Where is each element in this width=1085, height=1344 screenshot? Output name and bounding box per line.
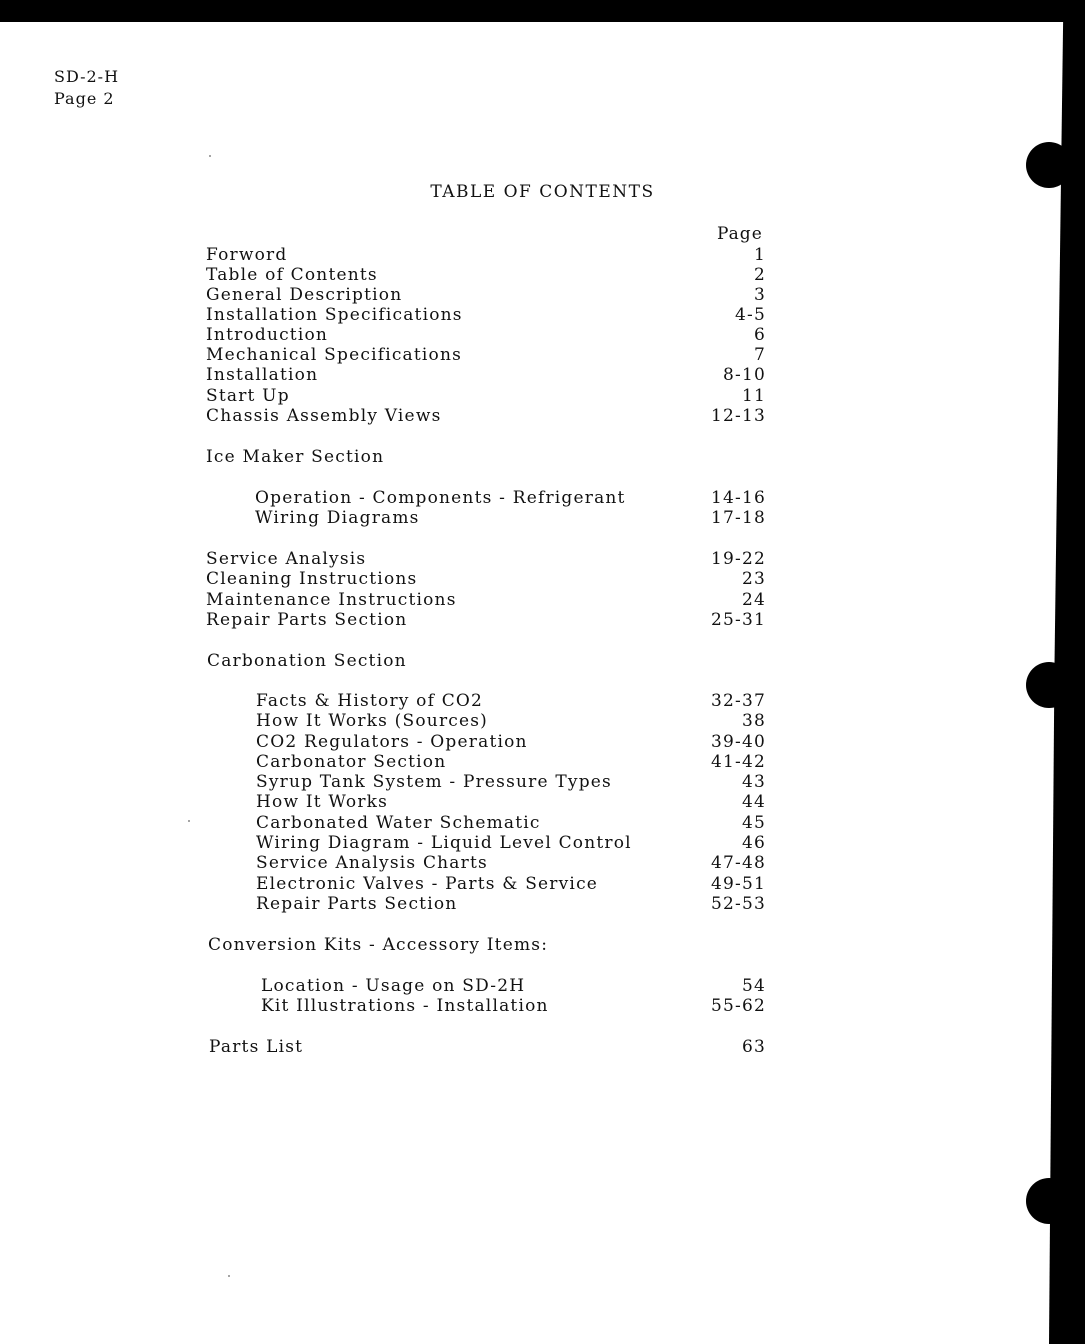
toc-entry — [0, 386, 1085, 406]
toc-entry — [0, 711, 1085, 731]
toc-entry — [0, 245, 1085, 265]
page-number-label: Page 2 — [54, 89, 115, 108]
punch-hole-bottom — [1026, 1178, 1072, 1224]
toc-entry-label: Mechanical Specifications — [206, 345, 463, 365]
toc-entry — [0, 853, 1085, 873]
document-header — [54, 66, 119, 110]
toc-entry-label: Maintenance Instructions — [206, 590, 457, 610]
toc-entry-page: 14-16 — [710, 488, 766, 508]
toc-section-heading — [0, 935, 1085, 955]
toc-section-label: Conversion Kits - Accessory Items: — [208, 935, 549, 955]
toc-entry-label: Chassis Assembly Views — [206, 406, 442, 426]
toc-entry-label: Kit Illustrations - Installation — [261, 996, 549, 1016]
toc-entry-page: 6 — [753, 325, 766, 345]
toc-entry-page: 63 — [741, 1037, 766, 1057]
toc-section-label: Carbonation Section — [207, 651, 407, 671]
toc-entry-label: Installation Specifications — [206, 305, 463, 325]
toc-section-label: Ice Maker Section — [206, 447, 385, 467]
document-code: SD-2-H — [54, 67, 120, 86]
toc-entry-label: Carbonator Section — [256, 752, 447, 772]
toc-entry — [0, 610, 1085, 630]
toc-entry-label: CO2 Regulators - Operation — [256, 732, 528, 752]
toc-entry — [0, 752, 1085, 772]
toc-entry-page: 4-5 — [735, 305, 766, 325]
toc-entry-label: Start Up — [206, 386, 290, 406]
toc-entry-label: Repair Parts Section — [256, 894, 458, 914]
toc-entry-label: General Description — [206, 285, 403, 305]
toc-entry-label: Repair Parts Section — [206, 610, 408, 630]
toc-entry — [0, 549, 1085, 569]
toc-entry — [0, 874, 1085, 894]
toc-entry-label: How It Works — [256, 792, 389, 812]
toc-entry-page: 32-37 — [710, 691, 766, 711]
toc-entry-label: Carbonated Water Schematic — [256, 813, 541, 833]
toc-entry — [0, 569, 1085, 589]
toc-entry-label: Location - Usage on SD-2H — [261, 976, 526, 996]
toc-section-heading — [0, 651, 1085, 671]
toc-entry-page: 54 — [741, 976, 766, 996]
toc-entry — [0, 813, 1085, 833]
toc-entry-page: 45 — [741, 813, 766, 833]
toc-entry-page: 19-22 — [710, 549, 766, 569]
toc-entry — [0, 833, 1085, 853]
toc-entry-page: 23 — [741, 569, 766, 589]
scan-speck — [228, 1275, 230, 1277]
toc-entry-page: 55-62 — [710, 996, 766, 1016]
toc-entry-label: Electronic Valves - Parts & Service — [256, 874, 599, 894]
toc-entry-page: 25-31 — [710, 610, 766, 630]
toc-entry — [0, 345, 1085, 365]
toc-entry-page: 49-51 — [710, 874, 766, 894]
toc-entry-label: Parts List — [209, 1037, 304, 1057]
toc-entry-page: 17-18 — [710, 508, 766, 528]
toc-entry — [0, 976, 1085, 996]
page-title: TABLE OF CONTENTS — [430, 182, 655, 202]
toc-entry-label: Wiring Diagram - Liquid Level Control — [256, 833, 632, 853]
toc-entry-page: 11 — [741, 386, 766, 406]
toc-entry-label: Service Analysis — [206, 549, 367, 569]
toc-entry-page: 2 — [753, 265, 766, 285]
toc-entry — [0, 265, 1085, 285]
toc-entry-label: Table of Contents — [206, 265, 378, 285]
toc-entry-page: 7 — [753, 345, 766, 365]
toc-entry-page: 8-10 — [723, 365, 766, 385]
toc-entry-page: 47-48 — [710, 853, 766, 873]
toc-entry-page: 12-13 — [710, 406, 766, 426]
toc-entry-page: 38 — [741, 711, 766, 731]
toc-entry-label: Cleaning Instructions — [206, 569, 418, 589]
toc-entry — [0, 732, 1085, 752]
toc-entry-page: 44 — [741, 792, 766, 812]
toc-entry-label: Introduction — [206, 325, 329, 345]
toc-entry — [0, 1037, 1085, 1057]
toc-entry-label: Syrup Tank System - Pressure Types — [256, 772, 612, 792]
toc-entry — [0, 996, 1085, 1016]
toc-entry-label: Forword — [206, 245, 288, 265]
scan-border-top — [0, 0, 1085, 22]
page-column-heading: Page — [717, 224, 763, 244]
toc-entry — [0, 508, 1085, 528]
scan-speck — [209, 155, 211, 157]
toc-entry-label: Installation — [206, 365, 319, 385]
toc-entry-page: 41-42 — [710, 752, 766, 772]
toc-entry-label: Facts & History of CO2 — [256, 691, 484, 711]
toc-entry-label: How It Works (Sources) — [256, 711, 489, 731]
toc-entry — [0, 792, 1085, 812]
toc-entry — [0, 772, 1085, 792]
toc-entry-page: 39-40 — [710, 732, 766, 752]
toc-entry-page: 52-53 — [710, 894, 766, 914]
toc-section-heading — [0, 447, 1085, 467]
toc-entry — [0, 305, 1085, 325]
toc-entry — [0, 488, 1085, 508]
toc-entry — [0, 590, 1085, 610]
toc-entry-label: Service Analysis Charts — [256, 853, 488, 873]
toc-entry-page: 3 — [753, 285, 766, 305]
toc-entry — [0, 365, 1085, 385]
toc-entry — [0, 285, 1085, 305]
toc-entry-page: 24 — [741, 590, 766, 610]
toc-entry-label: Wiring Diagrams — [255, 508, 420, 528]
toc-entry — [0, 325, 1085, 345]
toc-entry-label: Operation - Components - Refrigerant — [255, 488, 626, 508]
toc-entry — [0, 894, 1085, 914]
toc-entry-page: 1 — [753, 245, 766, 265]
toc-entry — [0, 691, 1085, 711]
toc-entry — [0, 406, 1085, 426]
toc-entry-page: 43 — [741, 772, 766, 792]
toc-entry-page: 46 — [741, 833, 766, 853]
